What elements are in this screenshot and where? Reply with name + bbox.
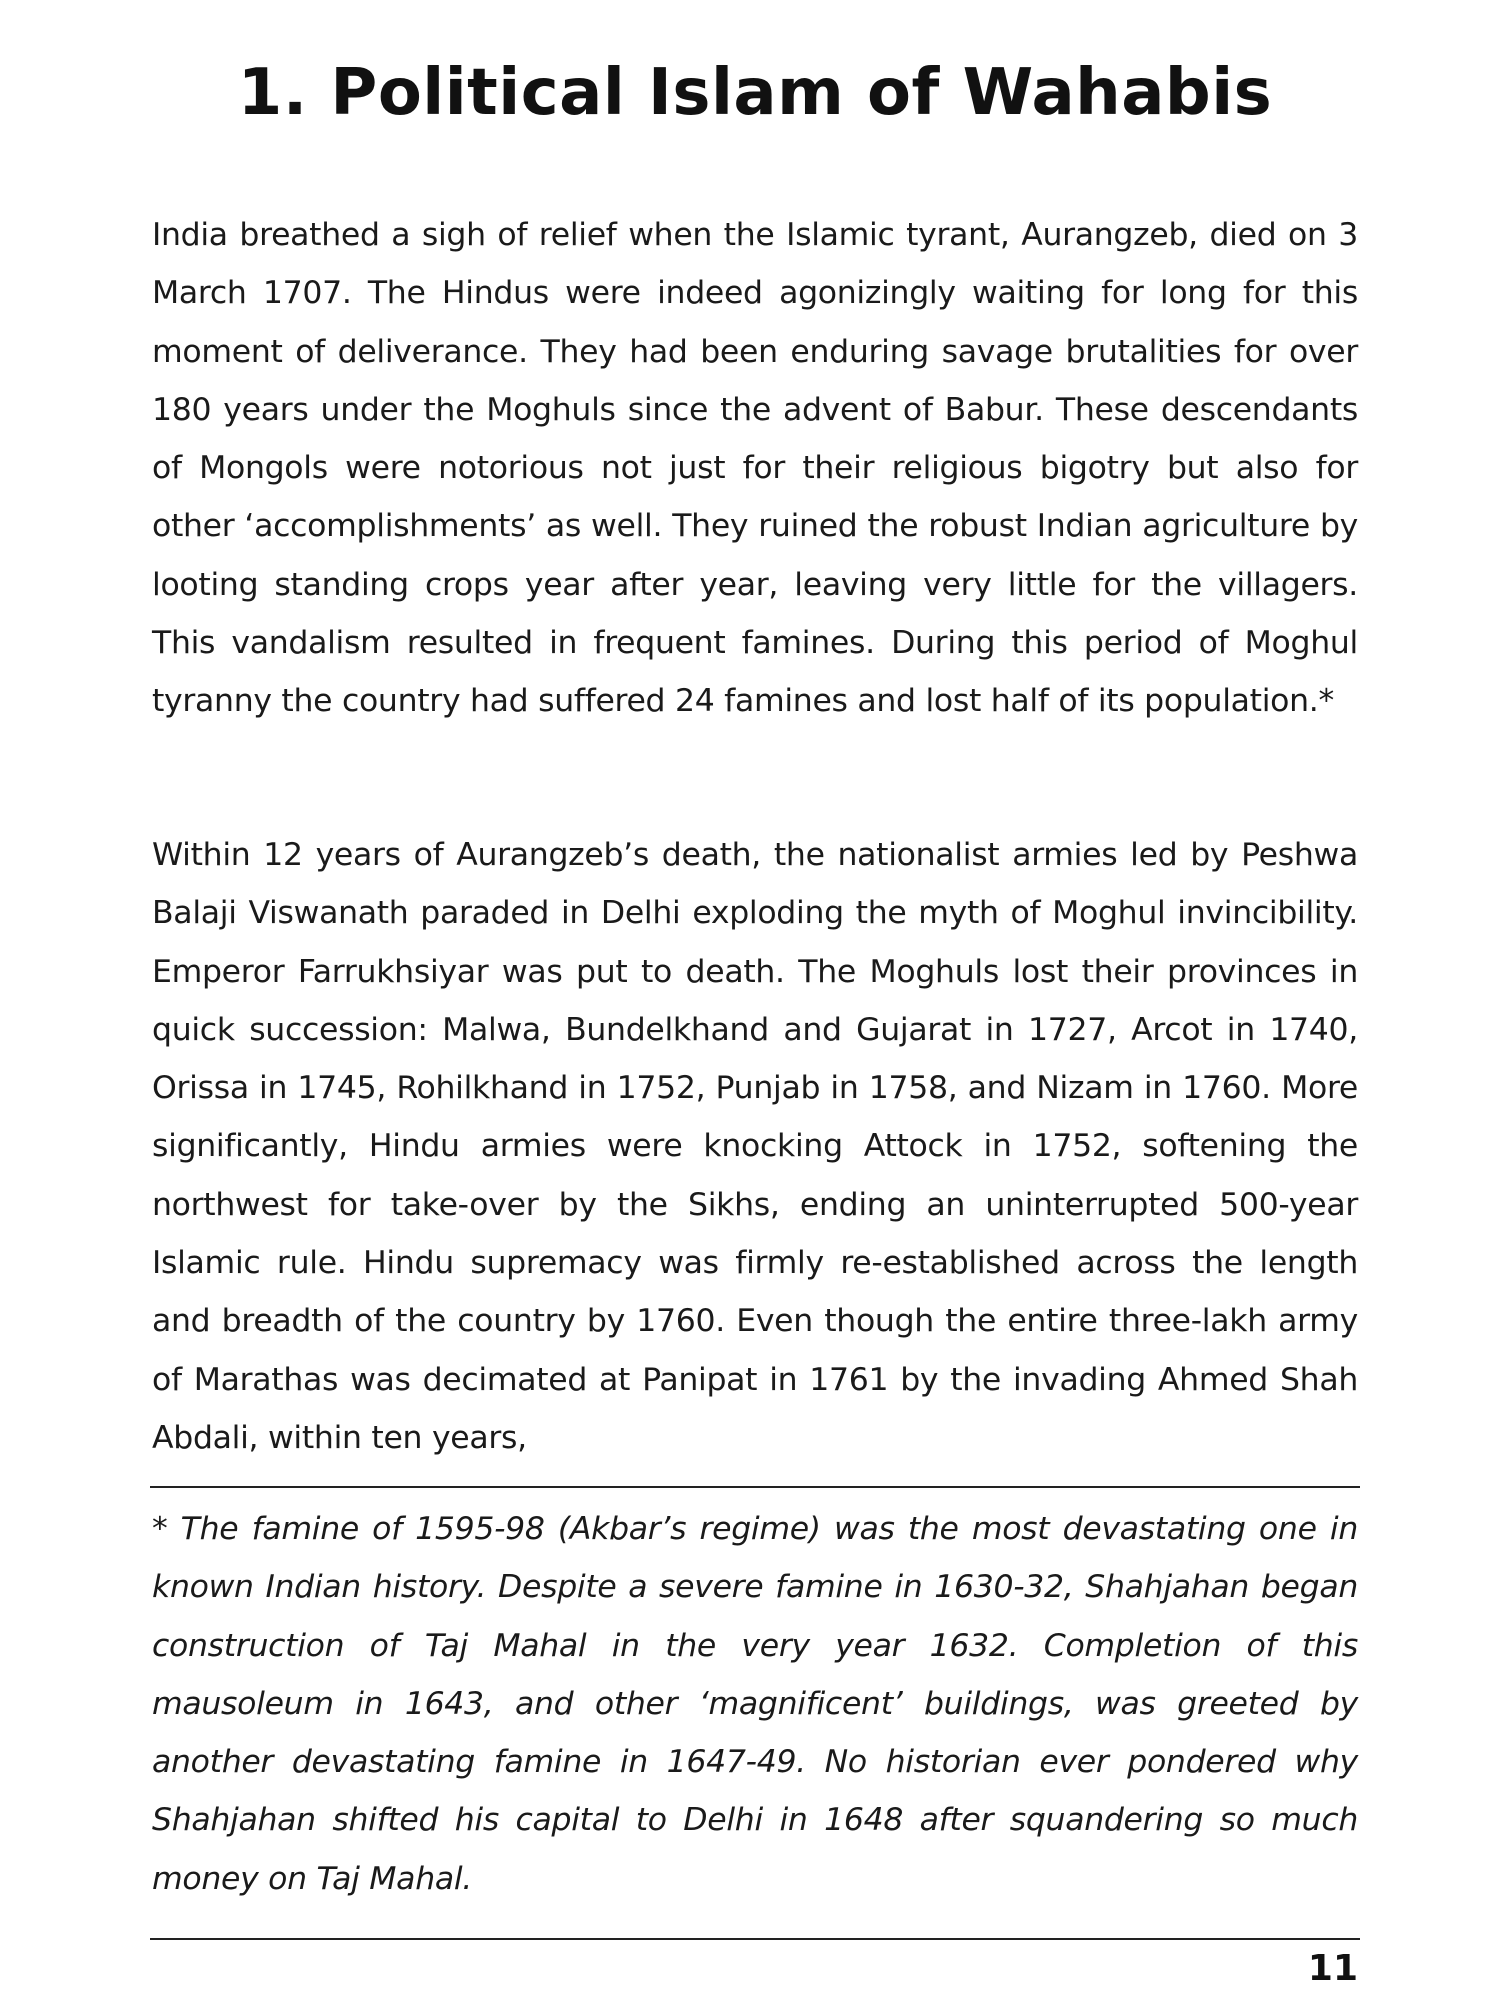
footnote-divider <box>150 1486 1360 1488</box>
body-paragraph-2: Within 12 years of Aurangzeb’s death, the nationalist armies led by Peshwa Balaji Viswanath paraded in Delhi exploding the myth of Moghul invincibility. Emperor Farrukhsiyar was put to death. The Moghuls lost their provinces in quick succession: Malwa, Bundelkhand and Gujarat in 1727, Arcot in 1740, Orissa in 1745, Rohilkhand in 1752, Punjab in 1758, and Nizam in 1760. More significantly, Hindu armies were knocking Attock in 1752, softening the northwest for take-over by the Sikhs, ending an uninterrupted 500-year Islamic rule. Hindu supremacy was firmly re-established across the length and breadth of the country by 1760. Even though the entire three-lakh army of Marathas was decimated at Panipat in 1761 by the invading Ahmed Shah Abdali, within ten years, <box>152 837 1358 1456</box>
footnote: * The famine of 1595-98 (Akbar’s regime) was the most devastating one in known Indian history. Despite a severe famine in 1630-32, Shahjahan began construction of Taj Mahal in the very year 1632. Completion of this mausoleum in 1643, and other ‘magnificent’ buildings, was greeted by another devastating famine in 1647-49. No historian ever pondered why Shahjahan shifted his capital to Delhi in 1648 after squandering so much money on Taj Mahal. <box>152 1511 1358 1897</box>
page-number: 11 <box>1307 1948 1358 1989</box>
chapter-title: 1. Political Islam of Wahabis <box>237 56 1273 130</box>
footer-divider <box>150 1938 1360 1940</box>
body-paragraph-1: India breathed a sigh of relief when the Islamic tyrant, Aurangzeb, died on 3 March 1707. The Hindus were indeed agonizingly waiting for long for this moment of deliverance. They had been enduring savage brutalities for over 180 years under the Moghuls since the advent of Babur. These descendants of Mongols were notorious not just for their religious bigotry but also for other ‘accomplishments’ as well. They ruined the robust Indian agriculture by looting standing crops year after year, leaving very little for the villagers. This vandalism resulted in frequent famines. During this period of Moghul tyranny the country had suffered 24 famines and lost half of its population.* <box>152 217 1358 720</box>
